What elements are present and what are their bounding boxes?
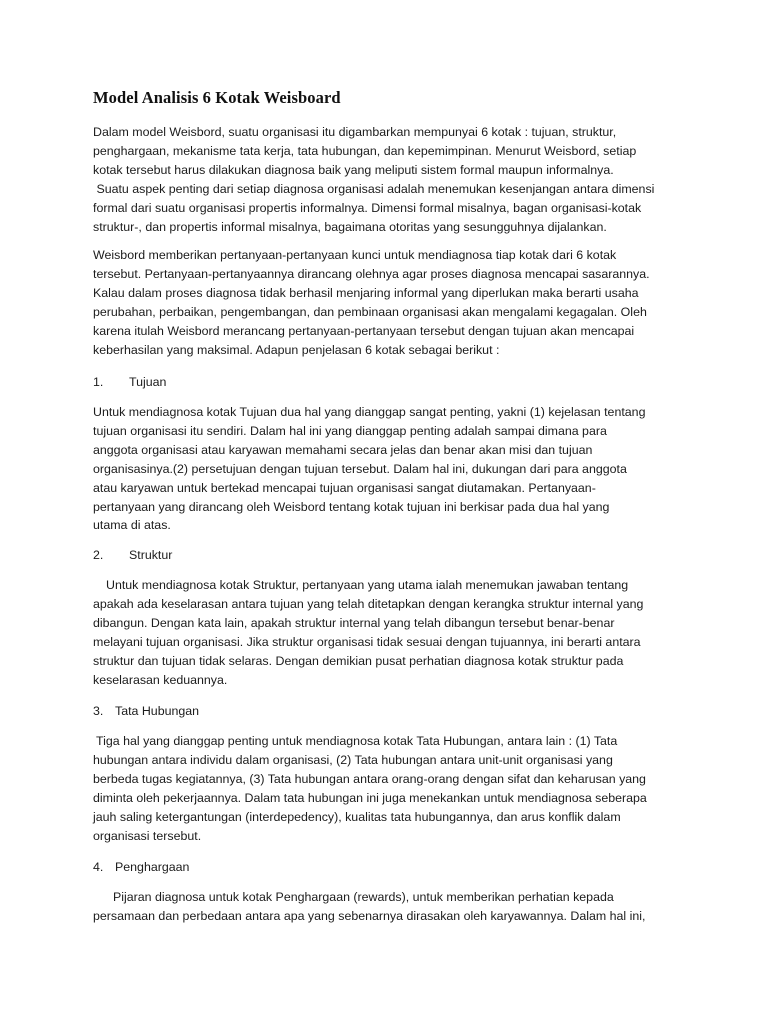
- intro-paragraph-1: [93, 123, 683, 236]
- section-heading-tata-hubungan: [93, 702, 199, 720]
- text-line: jauh saling ketergantungan (interdepedency), kualitas tata hubungannya, dan arus konflik dalam: [93, 809, 621, 824]
- text-line: struktur dan tujuan tidak selaras. Dengan demikian pusat perhatian diagnosa kotak struktur pada: [93, 653, 624, 668]
- text-line: perubahan, perbaikan, pengembangan, dan pembinaan organisasi akan mengalami kegagalan. Oleh: [93, 304, 647, 319]
- text-line: Tiga hal yang dianggap penting untuk mendiagnosa kotak Tata Hubungan, antara lain : (1) Tata: [96, 734, 618, 748]
- section-number: 1.: [93, 375, 104, 389]
- section-paragraph-tujuan: [93, 403, 683, 535]
- section-title: Tujuan: [129, 375, 167, 389]
- text-line: Untuk mendiagnosa kotak Struktur, pertanyaan yang utama ialah menemukan jawaban tentang: [106, 578, 629, 592]
- section-heading-penghargaan: [93, 858, 189, 876]
- text-line: organisasinya.(2) persetujuan dengan tujuan tersebut. Dalam hal ini, dukungan dari para anggota: [93, 461, 627, 476]
- text-line: anggota organisasi atau karyawan memahami secara jelas dan benar akan misi dan tujuan: [93, 442, 593, 457]
- section-title: Penghargaan: [115, 860, 190, 874]
- text-line: atau karyawan untuk bertekad mencapai tujuan organisasi sangat diutamakan. Pertanyaan-: [93, 480, 596, 495]
- text-line: dibangun. Dengan kata lain, apakah struktur internal yang telah dibangun tersebut benar-benar: [93, 615, 615, 630]
- text-line: pertanyaan yang dirancang oleh Weisbord tentang kotak tujuan ini berkisar pada dua hal yang: [93, 499, 610, 514]
- text-line: melayani tujuan organisasi. Jika struktur organisasi tidak sesuai dengan tujuannya, ini berarti antara: [93, 634, 641, 649]
- text-line: apakah ada keselarasan antara tujuan yang telah ditetapkan dengan kerangka struktur internal yang: [93, 596, 644, 611]
- section-title: Struktur: [129, 548, 173, 562]
- text-line: kotak tersebut harus dilakukan diagnosa baik yang meliputi sistem formal maupun informalnya.: [93, 162, 614, 177]
- section-paragraph-penghargaan: [93, 888, 683, 926]
- text-line: keberhasilan yang maksimal. Adapun penjelasan 6 kotak sebagai berikut :: [93, 342, 500, 357]
- text-line: diminta oleh pekerjaannya. Dalam tata hubungan ini juga menekankan untuk mendiagnosa seberapa: [93, 790, 647, 805]
- section-number: 4.: [93, 860, 104, 874]
- text-line: Weisbord memberikan pertanyaan-pertanyaan kunci untuk mendiagnosa tiap kotak dari 6 kotak: [93, 248, 617, 262]
- section-heading-struktur: [93, 546, 172, 564]
- text-line: struktur-, dan propertis informal misalnya, bagaimana otoritas yang sesungguhnya dijalankan.: [93, 219, 607, 234]
- section-number: 3.: [93, 704, 104, 718]
- text-line: penghargaan, mekanisme tata kerja, tata hubungan, dan kepemimpinan. Menurut Weisbord, setiap: [93, 143, 637, 158]
- section-paragraph-tata-hubungan: [93, 732, 683, 845]
- text-line: karena itulah Weisbord merancang pertanyaan-pertanyaan tersebut dengan tujuan akan mencapai: [93, 323, 635, 338]
- text-line: utama di atas.: [93, 518, 171, 533]
- text-line: Dalam model Weisbord, suatu organisasi itu digambarkan mempunyai 6 kotak : tujuan, struktur,: [93, 125, 617, 139]
- text-line: Kalau dalam proses diagnosa tidak berhasil menjaring informal yang diperlukan maka berarti usaha: [93, 285, 639, 300]
- text-line: tersebut. Pertanyaan-pertanyaannya dirancang olehnya agar proses diagnosa mencapai sasarannya.: [93, 266, 650, 281]
- text-line: persamaan dan perbedaan antara apa yang sebenarnya dirasakan oleh karyawannya. Dalam hal ini,: [93, 908, 646, 923]
- text-line: keselarasan keduannya.: [93, 672, 228, 687]
- text-line: Untuk mendiagnosa kotak Tujuan dua hal yang dianggap sangat penting, yakni (1) kejelasan tentang: [93, 405, 646, 419]
- section-number: 2.: [93, 548, 104, 562]
- document-title: Model Analisis 6 Kotak Weisboard: [93, 88, 341, 107]
- intro-paragraph-2: [93, 246, 683, 359]
- text-line: formal dari suatu organisasi propertis informalnya. Dimensi formal misalnya, bagan organisasi-kotak: [93, 200, 642, 215]
- text-line: berbeda tugas kegiatannya, (3) Tata hubungan antara orang-orang dengan sifat dan keharusan yang: [93, 771, 646, 786]
- section-paragraph-struktur: [93, 576, 683, 689]
- text-line: hubungan antara individu dalam organisasi, (2) Tata hubungan antara unit-unit organisasi yang: [93, 752, 613, 767]
- text-line: tujuan organisasi itu sendiri. Dalam hal ini yang dianggap penting adalah sampai dimana para: [93, 423, 607, 438]
- section-title: Tata Hubungan: [115, 704, 200, 718]
- text-line: Pijaran diagnosa untuk kotak Penghargaan (rewards), untuk memberikan perhatian kepada: [113, 890, 614, 904]
- section-heading-tujuan: [93, 373, 166, 391]
- text-line: Suatu aspek penting dari setiap diagnosa organisasi adalah menemukan kesenjangan antara dimensi: [93, 181, 655, 196]
- text-line: organisasi tersebut.: [93, 828, 202, 843]
